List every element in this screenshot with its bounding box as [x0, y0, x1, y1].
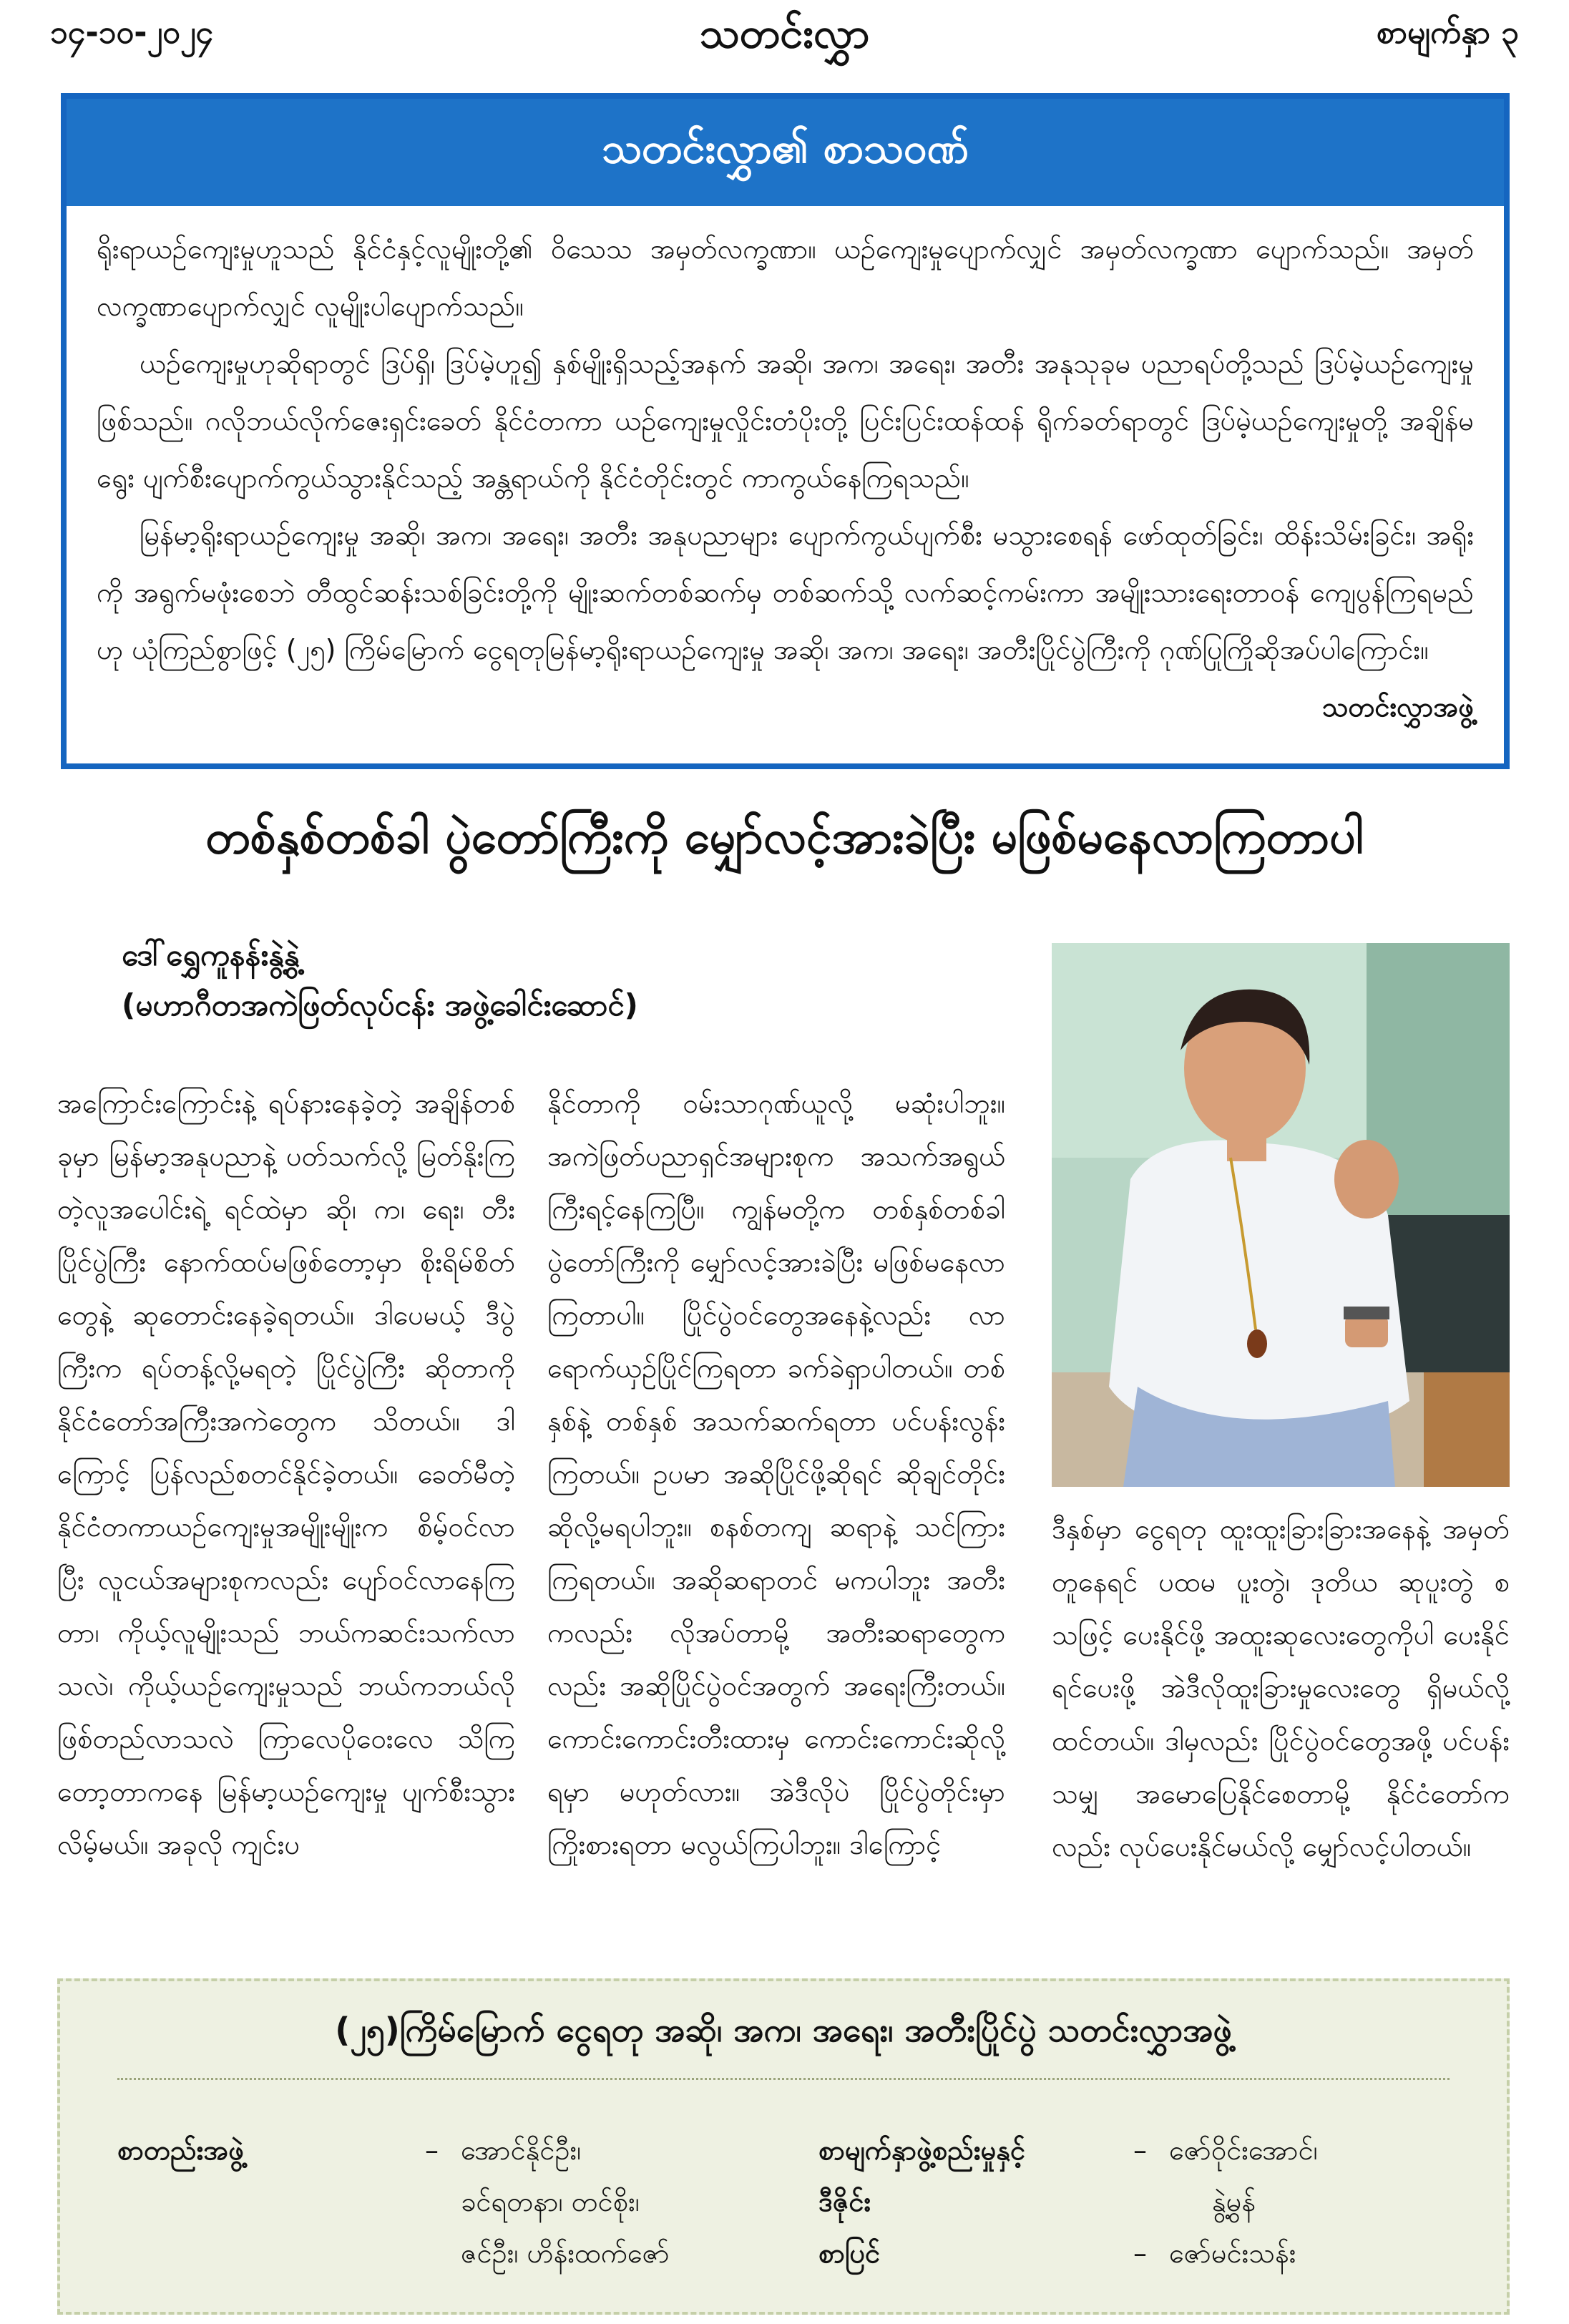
credits-box — [57, 1978, 1510, 2315]
page-number: စာမျက်နှာ ၃ — [1377, 14, 1519, 51]
portrait-image — [1052, 943, 1510, 1487]
editorial-body — [67, 206, 1504, 736]
credits-title: (၂၅)ကြိမ်မြောက် ငွေရတု အဆို၊ အက၊ အရေး၊ အတီးပြိုင်ပွဲ သတင်းလွှာအဖွဲ့ — [335, 2011, 1232, 2049]
editorial-title: သတင်းလွှာ၏ စာသဝဏ် — [601, 123, 969, 172]
design-label: ဒီဇိုင်း — [818, 2186, 871, 2217]
issue-date: ၁၄-၁၀-၂၀၂၄ — [50, 14, 214, 51]
article-column-2 — [547, 1077, 1005, 1871]
article-text-col1: အကြောင်းကြောင်းနဲ့ ရပ်နားနေခဲ့တဲ့ အချိန်တစ်ခုမှာ မြန်မာ့အနုပညာနဲ့ ပတ်သက်လို့ မြတ်နိုးကြတဲ့လူအပေါင်းရဲ့ ရင်ထဲမှာ ဆို၊ က၊ ရေး၊ တီး ပြိုင်ပွဲကြီး နောက်ထပ်မဖြစ်တော့မှာ စိုးရိမ်စိတ်တွေနဲ့ ဆုတောင်းနေခဲ့ရတယ်။ ဒါပေမယ့် ဒီပွဲကြီးက ရပ်တန့်လို့မရတဲ့ ပြိုင်ပွဲကြီး ဆိုတာကို နိုင်ငံတော်အကြီးအကဲတွေက သိတယ်။ ဒါကြောင့် ပြန်လည်စတင်နိုင်ခဲ့တယ်။ ခေတ်မီတဲ့ နိုင်ငံတကာယဉ်ကျေးမှုအမျိုးမျိုးက စိမ့်ဝင်လာပြီး လူငယ်အများစုကလည်း ပျော်ဝင်လာနေကြတာ၊ ကိုယ့်လူမျိုးသည် ဘယ်ကဆင်းသက်လာသလဲ၊ ကိုယ့်ယဉ်ကျေးမှုသည် ဘယ်ကဘယ်လို ဖြစ်တည်လာသလဲ ကြာလေပိုဝေးလေ သိကြတော့တာကနေ မြန်မာ့ယဉ်ကျေးမှု ပျက်စီးသွားလိမ့်မယ်။ အခုလို ကျင်းပ — [57, 1088, 515, 1860]
page-header — [43, 0, 1526, 86]
article-text-col2: နိုင်တာကို ဝမ်းသာဂုဏ်ယူလို့ မဆုံးပါဘူး။ အကဲဖြတ်ပညာရှင်အများစုက အသက်အရွယ်ကြီးရင့်နေကြပြီ။ ကျွန်မတို့က တစ်နှစ်တစ်ခါ ပွဲတော်ကြီးကို မျှော်လင့်အားခဲပြီး မဖြစ်မနေလာကြတာပါ။ ပြိုင်ပွဲဝင်တွေအနေနဲ့လည်း လာရောက်ယှဉ်ပြိုင်ကြရတာ ခက်ခဲရှာပါတယ်။ တစ်နှစ်နဲ့ တစ်နှစ် အသက်ဆက်ရတာ ပင်ပန်းလွန်းကြတယ်။ ဥပမာ အဆိုပြိုင်ဖို့ဆိုရင် ဆိုချင်တိုင်းဆိုလို့မရပါဘူး။ စနစ်တကျ ဆရာနဲ့ သင်ကြားကြရတယ်။ အဆိုဆရာတင် မကပါဘူး အတီးကလည်း လိုအပ်တာမို့ အတီးဆရာတွေကလည်း အဆိုပြိုင်ပွဲဝင်အတွက် အရေးကြီးတယ်။ ကောင်းကောင်းတီးထားမှ ကောင်းကောင်းဆိုလို့ရမှာ မဟုတ်လား။ အဲဒီလိုပဲ ပြိုင်ပွဲတိုင်းမှာ ကြိုးစားရတာ မလွယ်ကြပါဘူး။ ဒါကြောင့် — [547, 1088, 1005, 1860]
editorial-title-band — [67, 99, 1504, 206]
proof-dash: – — [1133, 2237, 1147, 2269]
byline — [122, 930, 638, 1030]
article-column-3 — [1052, 1503, 1510, 1873]
editor-name-1: အောင်နိုင်ဦး၊ — [461, 2134, 582, 2166]
editorial-paragraph-2: ယဉ်ကျေးမှုဟုဆိုရာတွင် ဒြပ်ရှိ၊ ဒြပ်မဲ့ဟူ၍ နှစ်မျိုးရှိသည့်အနက် အဆို၊ အက၊ အရေး၊ အတီး အနုသုခုမ ပညာရပ်တို့သည် ဒြပ်မဲ့ယဉ်ကျေးမှု ဖြစ်သည်။ ဂလိုဘယ်လိုက်ဇေးရှင်းခေတ် နိုင်ငံတကာ ယဉ်ကျေးမှုလှိုင်းတံပိုးတို့ ပြင်းပြင်းထန်ထန် ရိုက်ခတ်ရာတွင် ဒြပ်မဲ့ယဉ်ကျေးမှုတို့ အချိန်မရွေး ပျက်စီးပျောက်ကွယ်သွားနိုင်သည့် အန္တရာယ်ကို နိုင်ငံတိုင်းတွင် ကာကွယ်နေကြရသည်။ — [97, 348, 1474, 494]
editorial-box — [61, 93, 1510, 769]
credits-divider — [117, 2078, 1450, 2080]
author-role: (မဟာဂီတအကဲဖြတ်လုပ်ငန်း အဖွဲ့ခေါင်းဆောင်) — [122, 987, 638, 1022]
editorial-paragraph-3: မြန်မာ့ရိုးရာယဉ်ကျေးမှု အဆို၊ အက၊ အရေး၊ အတီး အနုပညာများ ပျောက်ကွယ်ပျက်စီး မသွားစေရန် ဖော်ထုတ်ခြင်း၊ ထိန်းသိမ်းခြင်း၊ အရိုးကို အရွက်မဖုံးစေဘဲ တီထွင်ဆန်းသစ်ခြင်းတို့ကို မျိုးဆက်တစ်ဆက်မှ တစ်ဆက်သို့ လက်ဆင့်ကမ်းကာ အမျိုးသားရေးတာဝန် ကျေပွန်ကြရမည်ဟု ယုံကြည်စွာဖြင့် (၂၅) ကြိမ်မြောက် ငွေရတုမြန်မာ့ရိုးရာယဉ်ကျေးမှု အဆို၊ အက၊ အရေး၊ အတီးပြိုင်ပွဲကြီးကို ဂုဏ်ပြုကြိုဆိုအပ်ပါကြောင်း။ — [97, 519, 1474, 665]
editorial-paragraph-1: ရိုးရာယဉ်ကျေးမှုဟူသည် နိုင်ငံနှင့်လူမျိုးတို့၏ ဝိသေသ အမှတ်လက္ခဏာ။ ယဉ်ကျေးမှုပျောက်လျှင် အမှတ်လက္ခဏာ ပျောက်သည်။ အမှတ်လက္ခဏာပျောက်လျှင် လူမျိုးပါပျောက်သည်။ — [97, 233, 1474, 322]
proof-label: စာပြင် — [818, 2237, 881, 2269]
editors-dash: – — [425, 2134, 439, 2166]
editors-label: စာတည်းအဖွဲ့ — [117, 2134, 244, 2166]
author-name: ဒေါ်ရွှေကူနန်းနွဲ့နွဲ့ — [122, 937, 300, 972]
editor-name-2: ခင်ရတနာ၊ တင်စိုး၊ — [461, 2186, 640, 2217]
article-headline: တစ်နှစ်တစ်ခါ ပွဲတော်ကြီးကို မျှော်လင့်အားခဲပြီး မဖြစ်မနေလာကြတာပါ — [205, 811, 1364, 864]
layout-name-2: နွဲ့မွန် — [1212, 2186, 1256, 2217]
newsletter-title: သတင်းလွှာ — [699, 9, 870, 57]
editor-name-3: ဇင်ဦး၊ ဟိန်းထက်ဇော် — [461, 2237, 670, 2269]
proof-name: ဇော်မင်းသန်း — [1169, 2237, 1296, 2269]
article-text-col3: ဒီနှစ်မှာ ငွေရတု ထူးထူးခြားခြားအနေနဲ့ အမှတ်တူနေရင် ပထမ ပူးတွဲ၊ ဒုတိယ ဆုပူးတွဲ စသဖြင့် ပေးနိုင်ဖို့ အထူးဆုလေးတွေကိုပါ ပေးနိုင်ရင်ပေးဖို့ အဲဒီလိုထူးခြားမှုလေးတွေ ရှိမယ်လို့ ထင်တယ်။ ဒါမှလည်း ပြိုင်ပွဲဝင်တွေအဖို့ ပင်ပန်းသမျှ အမောပြေနိုင်စေတာမို့ နိုင်ငံတော်ကလည်း လုပ်ပေးနိုင်မယ်လို့ မျှော်လင့်ပါတယ်။ — [1052, 1513, 1510, 1862]
interview-photo — [1052, 943, 1510, 1487]
editorial-signature: သတင်းလွှာအဖွဲ့ — [1321, 691, 1474, 723]
layout-dash: – — [1133, 2134, 1147, 2166]
layout-name-1: ဇော်ဝိုင်းအောင်၊ — [1169, 2134, 1318, 2166]
layout-label: စာမျက်နှာဖွဲ့စည်းမှုနှင့် — [818, 2134, 1026, 2166]
article-column-1 — [57, 1077, 515, 1871]
